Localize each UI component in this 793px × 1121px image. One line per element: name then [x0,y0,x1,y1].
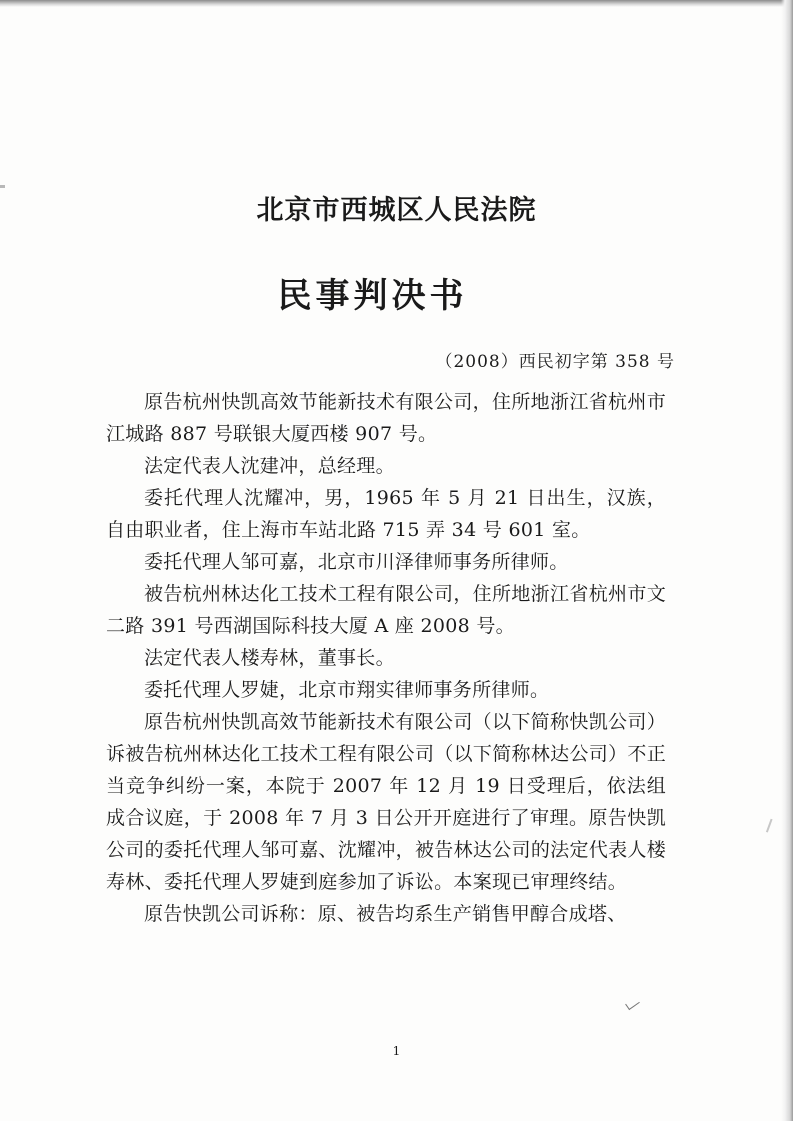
paragraph-plaintiff-agent-2: 委托代理人邹可嘉，北京市川泽律师事务所律师。 [144,551,569,573]
paragraph-plaintiff-claim: 原告快凯公司诉称：原、被告均系生产销售甲醇合成塔、 [144,903,627,925]
case-number: （2008）西民初字第 358 号 [435,352,675,372]
document-title: 民事判决书 [277,276,468,316]
page-number: 1 [392,1044,401,1058]
scan-edge-right [781,0,793,1121]
paragraph-plaintiff-representative: 法定代表人沈建冲，总经理。 [144,455,395,477]
court-name: 北京市西城区人民法院 [256,195,537,226]
handwritten-check-mark [625,997,640,1010]
paragraph-plaintiff-agent-1: 委托代理人沈耀冲，男，1965 年 5 月 21 日出生，汉族，自由职业者，住上海市车站北路 715 弄 34 号 601 室。 [106,487,666,541]
paragraph-defendant: 被告杭州林达化工技术工程有限公司，住所地浙江省杭州市文二路 391 号西湖国际科技大厦 A 座 2008 号。 [106,583,666,637]
document-body [106,386,666,930]
scan-artifact-mark [766,819,780,836]
scan-edge-top [0,0,793,7]
paragraph-defendant-representative: 法定代表人楼寿林，董事长。 [144,647,395,669]
paragraph-defendant-agent: 委托代理人罗婕，北京市翔实律师事务所律师。 [144,679,550,701]
paragraph-case-summary: 原告杭州快凯高效节能新技术有限公司（以下简称快凯公司）诉被告杭州林达化工技术工程有限公司（以下简称林达公司）不正当竞争纠纷一案，本院于 2007 年 12 月 19 日受理后，依法组成合议庭，于 2008 年 7 月 3 日公开开庭进行了审理。原告快凯公司的委托代理人邹可嘉、沈耀冲，被告林达公司的法定代表人楼寿林、委托代理人罗婕到庭参加了诉讼。本案现已审理终结。 [106,711,666,893]
paragraph-plaintiff: 原告杭州快凯高效节能新技术有限公司，住所地浙江省杭州市江城路 887 号联银大厦西楼 907 号。 [106,391,666,445]
